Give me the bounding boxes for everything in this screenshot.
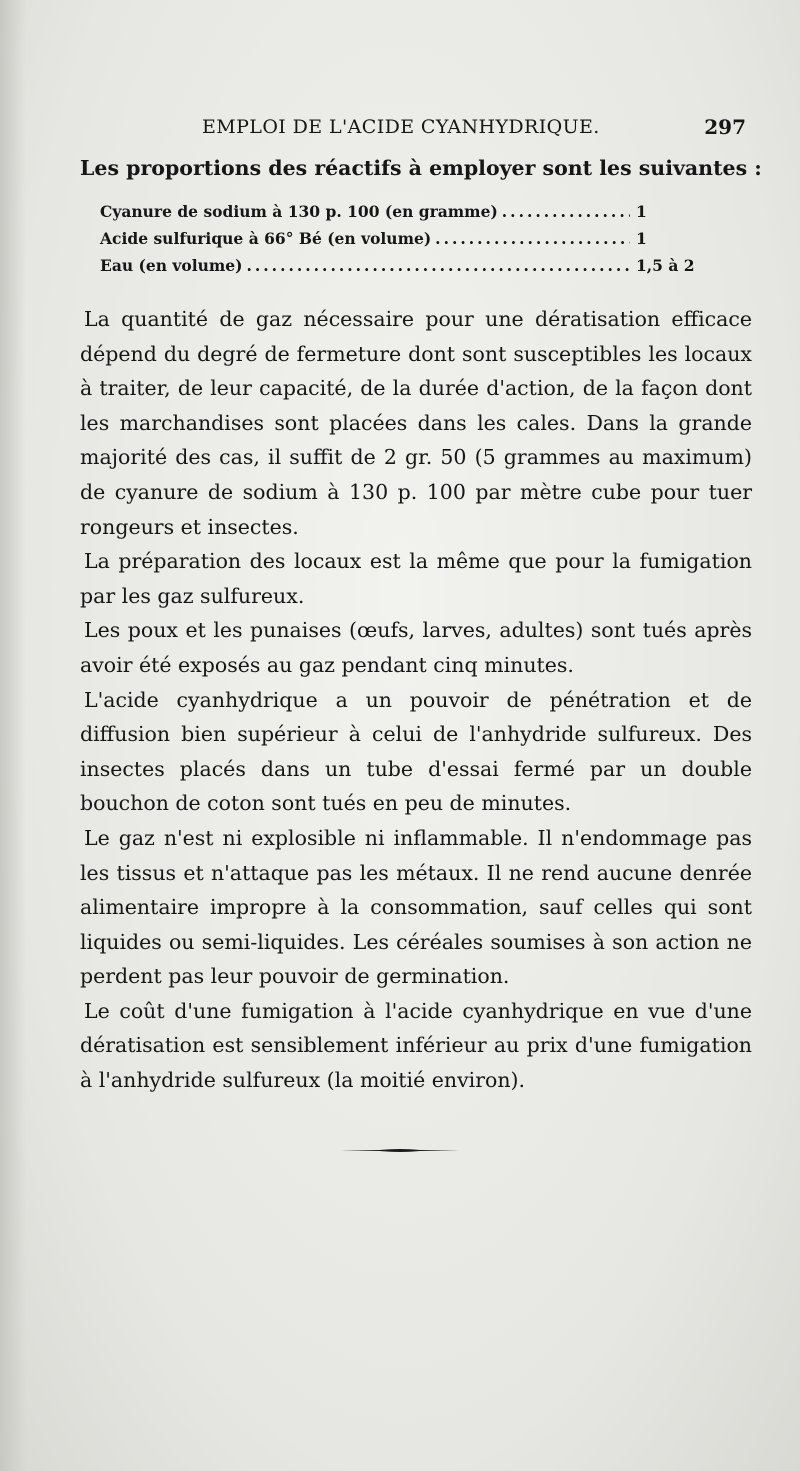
reagent-quantity: 1	[636, 229, 647, 248]
reagent-label: Eau (en volume)	[100, 256, 243, 275]
running-title: EMPLOI DE L'ACIDE CYANHYDRIQUE.	[202, 116, 600, 138]
reagent-quantity: 1	[636, 202, 647, 221]
reagent-list	[100, 198, 740, 279]
paragraph: La préparation des locaux est la même que pour la fumigation par les gaz sulfureux.	[80, 549, 752, 608]
paragraph: L'acide cyanhydrique a un pouvoir de pénétration et de diffusion bien supérieur à celui de l'anhydride sulfureux. Des insectes placés dans un tube d'essai fermé par un double bouchon de coton sont tués en peu de minutes.	[80, 687, 752, 816]
reagent-label: Acide sulfurique à 66° Bé (en volume)	[100, 229, 432, 248]
paragraph: Le coût d'une fumigation à l'acide cyanhydrique en vue d'une dératisation est sensiblement inférieur au prix d'une fumigation à l'anhydride sulfureux (la moitié environ).	[80, 998, 752, 1093]
body-text	[80, 302, 752, 1098]
reagent-row	[100, 225, 740, 252]
reagent-row	[100, 252, 740, 279]
reagent-quantity: 1,5 à 2	[636, 256, 695, 275]
page-header	[80, 112, 746, 142]
page-number: 297	[704, 115, 746, 139]
dot-leader	[502, 198, 630, 225]
intro-sentence: Les proportions des réactifs à employer sont les suivantes :	[80, 156, 762, 180]
paragraph: Les poux et les punaises (œufs, larves, adultes) sont tués après avoir été exposés au gaz pendant cinq minutes.	[80, 618, 752, 677]
section-end-rule	[340, 1148, 460, 1153]
paragraph: La quantité de gaz nécessaire pour une dératisation efficace dépend du degré de fermeture dont sont susceptibles les locaux à traiter, de leur capacité, de la durée d'action, de la façon dont les marchandises sont placées dans les cales. Dans la grande majorité des cas, il suffit de 2 gr. 50 (5 grammes au maximum) de cyanure de sodium à 130 p. 100 par mètre cube pour tuer rongeurs et insectes.	[80, 307, 752, 539]
dot-leader	[246, 252, 630, 279]
page-edge-shadow	[0, 0, 26, 1471]
dot-leader	[435, 225, 630, 252]
reagent-label: Cyanure de sodium à 130 p. 100 (en gramme)	[100, 202, 498, 221]
paragraph: Le gaz n'est ni explosible ni inflammable. Il n'endommage pas les tissus et n'attaque pas les métaux. Il ne rend aucune denrée alimentaire impropre à la consommation, sauf celles qui sont liquides ou semi-liquides. Les céréales soumises à son action ne perdent pas leur pouvoir de germination.	[80, 825, 752, 989]
reagent-row	[100, 198, 740, 225]
